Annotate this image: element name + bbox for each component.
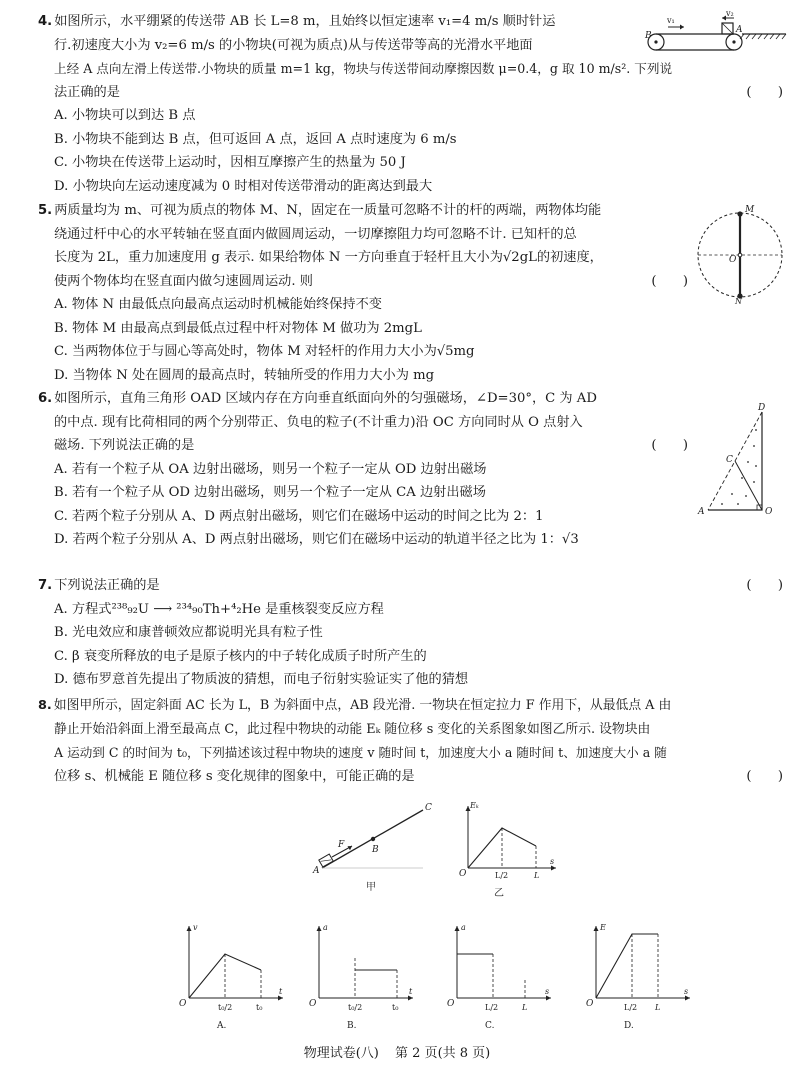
- q4-line-3: 上经 A 点向左滑上传送带.小物块的质量 m=1 kg，物块与传送带间动摩擦因数 μ=0.4，g 取 10 m/s². 下列说: [54, 61, 673, 76]
- q7-option-c: C. β 衰变所释放的电子是原子核内的中子转化成质子时所产生的: [54, 648, 427, 664]
- q4-line-2: 行.初速度大小为 v₂=6 m/s 的小物块(可视为质点)从与传送带等高的光滑水平地面: [54, 37, 533, 53]
- tick-half: t₀/2: [348, 1003, 363, 1012]
- axis-s: s: [550, 857, 555, 866]
- tick-half: L/2: [624, 1003, 638, 1012]
- caption-d: D.: [624, 1021, 634, 1031]
- q5-option-c: C. 当两物体位于与圆心等高处时，物体 M 对轻杆的作用力大小为√5mg: [54, 344, 475, 359]
- answer-bracket: ( ): [746, 84, 783, 100]
- q5-option-d: D. 当物体 N 处在圆周的最高点时，转轴所受的作用力大小为 mg: [54, 367, 435, 383]
- label-c: C: [726, 455, 733, 465]
- q4-option-c: C. 小物块在传送带上运动时，因相互摩擦产生的热量为 50 J: [54, 155, 406, 170]
- caption-c: C.: [485, 1021, 495, 1031]
- axis-a: a: [461, 923, 466, 932]
- tick-full: t₀: [392, 1003, 399, 1012]
- rotating-rod-figure: [695, 200, 785, 304]
- q5-line-1: 两质量均为 m、可视为质点的物体 M、N，固定在一质量可忽略不计的杆的两端，两物体均能: [54, 203, 602, 218]
- question-5: 5. 两质量均为 m、可视为质点的物体 M、N，固定在一质量可忽略不计的杆的两端，两物体均能 绕通过杆中心的水平转轴在竖直面内做圆周运动，一切摩擦阻力均可忽略不计. 已知杆的总 长度为 2L，重力加速度用 g 表示. 如果给物体 N 一方向垂直于轻杆且大小为√2gL的初速度， 使两个物体均在竖直面内做匀速圆周运动. 则 ( ) A. 物体 N 由最低点向最高点运动时机械能始终保持不变 B. 物体 M 由最高点到最低点过程中杆对物体 M 做功为 2mgL C. 当两物体位于与圆心等高处时，物体 M 对轻杆的作用力大小为√5mg D. 当物体 N 处在圆周的最高点时，转轴所受的作用力大小为 mg: [38, 203, 688, 383]
- label-a: A: [698, 507, 705, 517]
- q5-line-3: 长度为 2L，重力加速度用 g 表示. 如果给物体 N 一方向垂直于轻杆且大小为√2gL的初速度，: [54, 250, 603, 265]
- q4-option-d: D. 小物块向左运动速度减为 0 时相对传送带滑动的距离达到最大: [54, 178, 433, 194]
- axis-s: s: [684, 987, 689, 996]
- triangle-field-figure: [696, 402, 786, 520]
- axis-v: v: [193, 923, 198, 932]
- q7-option-a: A. 方程式²³⁸₉₂U ⟶ ²³⁴₉₀Th+⁴₂He 是重核裂变反应方程: [54, 601, 384, 617]
- axis-a: a: [323, 923, 328, 932]
- label-f: F: [338, 840, 345, 850]
- graph-option-d: [582, 920, 697, 1032]
- axis-ek: Eₖ: [470, 801, 479, 810]
- label-a: A: [736, 25, 743, 35]
- label-d: D: [758, 403, 766, 413]
- graph-option-c: [443, 920, 558, 1032]
- axis-s: s: [545, 987, 550, 996]
- answer-bracket: ( ): [651, 438, 688, 453]
- label-v1: v₁: [667, 16, 675, 25]
- label-a: A: [313, 866, 320, 876]
- q7-option-d: D. 德布罗意首先提出了物质波的猜想，而电子衍射实验证实了他的猜想: [54, 672, 469, 687]
- question-8: 8. 如图甲所示，固定斜面 AC 长为 L，B 为斜面中点，AB 段光滑. 一物块在恒定拉力 F 作用下，从最低点 A 由 静止开始沿斜面上滑至最高点 C，此过程中物块的动能 Eₖ 随位移 s 变化的关系图象如图乙所示. 设物块由 A 运动到 C 的时间为 t₀，下列描述该过程中物块的速度 v 随时间 t，加速度大小 a 随时间 t、加速度大小 a 随 位移 s、机械能 E 随位移 s 变化规律的图象中，可能正确的是 ( ): [38, 694, 783, 788]
- label-o: O: [765, 507, 773, 517]
- q5-option-a: A. 物体 N 由最低点向最高点运动时机械能始终保持不变: [54, 297, 382, 312]
- origin: O: [447, 999, 455, 1009]
- q6-line-3: 磁场. 下列说法正确的是: [54, 438, 195, 453]
- q4-option-b: B. 小物块不能到达 B 点，但可返回 A 点，返回 A 点时速度为 6 m/s: [54, 131, 457, 147]
- q5-line-4: 使两个物体均在竖直面内做匀速圆周运动. 则: [54, 273, 313, 289]
- q4-option-a: A. 小物块可以到达 B 点: [54, 108, 196, 123]
- label-m: M: [745, 205, 755, 215]
- axis-e: E: [600, 923, 606, 932]
- origin: O: [459, 869, 467, 879]
- q6-option-d: D. 若两个粒子分别从 A、D 两点射出磁场，则它们在磁场中运动的轨道半径之比为 1：√3: [54, 532, 579, 547]
- q6-option-c: C. 若两个粒子分别从 A、D 两点射出磁场，则它们在磁场中运动的时间之比为 2：1: [54, 508, 544, 524]
- question-4: 4. 如图所示，水平绷紧的传送带 AB 长 L=8 m，且始终以恒定速率 v₁=4 m/s 顺时针运 行.初速度大小为 v₂=6 m/s 的小物块(可视为质点)从与传送带等高的光滑水平地面 上经 A 点向左滑上传送带.小物块的质量 m=1 kg，物块与传送带间动摩擦因数 μ=0.4，g 取 10 m/s². 下列说 法正确的是 ( ) A. 小物块可以到达 B 点 B. 小物块不能到达 B 点，但可返回 A 点，返回 A 点时速度为 6 m/s C. 小物块在传送带上运动时，因相互摩擦产生的热量为 50 J D. 小物块向左运动速度减为 0 时相对传送带滑动的距离达到最大: [38, 14, 783, 194]
- label-b: B: [645, 31, 652, 41]
- ek-s-graph: [456, 800, 566, 900]
- q7-line-1: 下列说法正确的是: [54, 578, 160, 593]
- q6-line-1: 如图所示，直角三角形 OAD 区域内存在方向垂直纸面向外的匀强磁场，∠D=30°，C 为 AD: [54, 391, 597, 406]
- label-c: C: [425, 803, 432, 813]
- q6-option-a: A. 若有一个粒子从 OA 边射出磁场，则另一个粒子一定从 OD 边射出磁场: [54, 461, 487, 477]
- label-n: N: [735, 297, 742, 304]
- tick-l: L: [534, 871, 540, 880]
- q4-line-4: 法正确的是: [54, 84, 120, 100]
- q7-option-b: B. 光电效应和康普顿效应都说明光具有粒子性: [54, 625, 323, 640]
- origin: O: [179, 999, 187, 1009]
- page-footer: [0, 1042, 794, 1061]
- exam-subject: 物理试卷(八): [303, 1046, 379, 1061]
- question-6: 6. 如图所示，直角三角形 OAD 区域内存在方向垂直纸面向外的匀强磁场，∠D=30°，C 为 AD 的中点. 现有比荷相同的两个分别带正、负电的粒子(不计重力)沿 OC 方向同时从 O 点射入 磁场. 下列说法正确的是 ( ) A. 若有一个粒子从 OA 边射出磁场，则另一个粒子一定从 OD 边射出磁场 B. 若有一个粒子从 OD 边射出磁场，则另一个粒子一定从 CA 边射出磁场 C. 若两个粒子分别从 A、D 两点射出磁场，则它们在磁场中运动的时间之比为 2：1 D. 若两个粒子分别从 A、D 两点射出磁场，则它们在磁场中运动的轨道半径之比为 1：√3: [38, 391, 688, 547]
- tick-full: L: [522, 1003, 528, 1012]
- question-7: 7. 下列说法正确的是 ( ) A. 方程式²³⁸₉₂U ⟶ ²³⁴₉₀Th+⁴₂He 是重核裂变反应方程 B. 光电效应和康普顿效应都说明光具有粒子性 C. β 衰变所释放的电子是原子核内的中子转化成质子时所产生的 D. 德布罗意首先提出了物质波的猜想，而电子衍射实验证实了他的猜想: [38, 574, 783, 692]
- q5-option-b: B. 物体 M 由最高点到最低点过程中杆对物体 M 做功为 2mgL: [54, 320, 422, 336]
- q6-line-2: 的中点. 现有比荷相同的两个分别带正、负电的粒子(不计重力)沿 OC 方向同时从 O 点射入: [54, 414, 583, 430]
- incline-figure: [308, 800, 438, 896]
- q8-line-4: 位移 s、机械能 E 随位移 s 变化规律的图象中，可能正确的是: [54, 768, 415, 784]
- tick-full: L: [655, 1003, 661, 1012]
- tick-half: L/2: [485, 1003, 499, 1012]
- origin: O: [586, 999, 594, 1009]
- tick-l-half: L/2: [495, 871, 509, 880]
- graph-option-b: [305, 920, 420, 1032]
- caption-a: A.: [217, 1021, 227, 1031]
- answer-bracket: ( ): [746, 578, 783, 593]
- caption-b: B.: [347, 1021, 357, 1031]
- q8-line-3: A 运动到 C 的时间为 t₀，下列描述该过程中物块的速度 v 随时间 t，加速度大小 a 随时间 t、加速度大小 a 随: [54, 745, 667, 760]
- label-b: B: [372, 845, 379, 855]
- q5-line-2: 绕通过杆中心的水平转轴在竖直面内做圆周运动，一切摩擦阻力均可忽略不计. 已知杆的总: [54, 226, 577, 242]
- axis-t: t: [409, 987, 413, 996]
- caption-yi: 乙: [494, 888, 504, 899]
- q6-option-b: B. 若有一个粒子从 OD 边射出磁场，则另一个粒子一定从 CA 边射出磁场: [54, 485, 486, 500]
- page-number: 第 2 页(共 8 页): [395, 1046, 491, 1061]
- label-v2: v₂: [726, 10, 734, 18]
- graph-option-a: [175, 920, 290, 1032]
- tick-full: t₀: [256, 1003, 263, 1012]
- axis-t: t: [279, 987, 283, 996]
- answer-bracket: ( ): [651, 273, 688, 289]
- origin: O: [309, 999, 317, 1009]
- q8-line-1: 如图甲所示，固定斜面 AC 长为 L，B 为斜面中点，AB 段光滑. 一物块在恒定拉力 F 作用下，从最低点 A 由: [53, 698, 672, 713]
- label-o: O: [729, 255, 737, 265]
- conveyor-belt-figure: [638, 10, 788, 58]
- q4-line-1: 如图所示，水平绷紧的传送带 AB 长 L=8 m，且始终以恒定速率 v₁=4 m/s 顺时针运: [54, 14, 556, 29]
- caption-jia: 甲: [366, 882, 376, 893]
- tick-half: t₀/2: [218, 1003, 233, 1012]
- answer-bracket: ( ): [746, 768, 783, 784]
- q8-line-2: 静止开始沿斜面上滑至最高点 C，此过程中物块的动能 Eₖ 随位移 s 变化的关系图象如图乙所示. 设物块由: [54, 721, 651, 737]
